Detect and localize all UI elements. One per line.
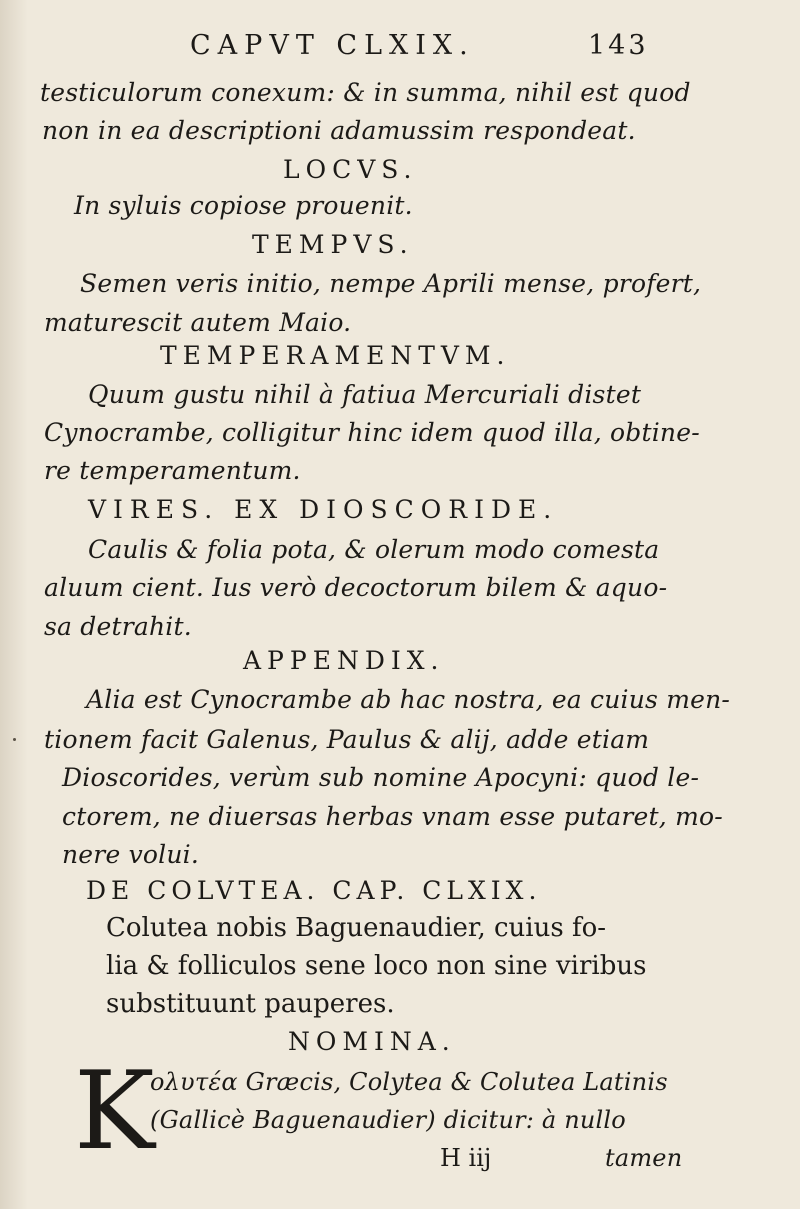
text-line: ctorem, ne diuersas herbas vnam esse putaret, mo-: [62, 802, 723, 831]
signature-mark: H iij: [440, 1144, 492, 1172]
section-heading-nomina: NOMINA.: [288, 1027, 456, 1056]
text-line: lia & folliculos sene loco non sine viribus: [106, 951, 647, 981]
text-line: (Gallicè Baguenaudier) dicitur: à nullo: [150, 1106, 626, 1134]
text-line: Caulis & folia pota, & olerum modo comesta: [88, 535, 660, 564]
text-line: In syluis copiose prouenit.: [74, 191, 413, 220]
chapter-heading-colutea: DE COLVTEA. CAP. CLXIX.: [86, 876, 542, 905]
text-line: Dioscorides, verùm sub nomine Apocyni: quod le-: [62, 763, 700, 792]
text-line: aluum cient. Ius verò decoctorum bilem & aquo-: [44, 573, 668, 602]
drop-cap-initial: K: [74, 1049, 155, 1174]
catchword: tamen: [605, 1144, 683, 1172]
text-line: testiculorum conexum: & in summa, nihil est quod: [40, 78, 691, 107]
text-line: nere volui.: [62, 840, 200, 869]
ink-speck: [13, 738, 16, 741]
text-line: tionem facit Galenus, Paulus & alij, adde etiam: [44, 725, 650, 754]
section-heading-vires: VIRES. EX DIOSCORIDE.: [88, 495, 559, 524]
text-line: Alia est Cynocrambe ab hac nostra, ea cuius men-: [86, 685, 731, 714]
section-heading-tempus: TEMPVS.: [252, 230, 414, 259]
text-line: substituunt pauperes.: [106, 989, 395, 1019]
running-header-title: CAPVT CLXIX.: [190, 30, 475, 61]
text-line: non in ea descriptioni adamussim respondeat.: [42, 116, 636, 145]
text-line: Quum gustu nihil à fatiua Mercuriali distet: [88, 380, 642, 409]
section-heading-appendix: APPENDIX.: [243, 646, 445, 675]
page-edge-shadow: [0, 0, 28, 1209]
section-heading-locus: LOCVS.: [283, 155, 418, 184]
section-heading-temperamentum: TEMPERAMENTVM.: [160, 341, 511, 370]
text-line: ολυτέα Græcis, Colytea & Colutea Latinis: [150, 1068, 668, 1096]
text-line: re temperamentum.: [44, 456, 301, 485]
page-number: 143: [588, 30, 649, 61]
text-line: Colutea nobis Baguenaudier, cuius fo-: [106, 913, 607, 943]
text-line: maturescit autem Maio.: [44, 308, 352, 337]
text-line: Semen veris initio, nempe Aprili mense, profert,: [80, 269, 702, 298]
text-line: sa detrahit.: [44, 612, 192, 641]
text-line: Cynocrambe, colligitur hinc idem quod illa, obtine-: [44, 418, 700, 447]
